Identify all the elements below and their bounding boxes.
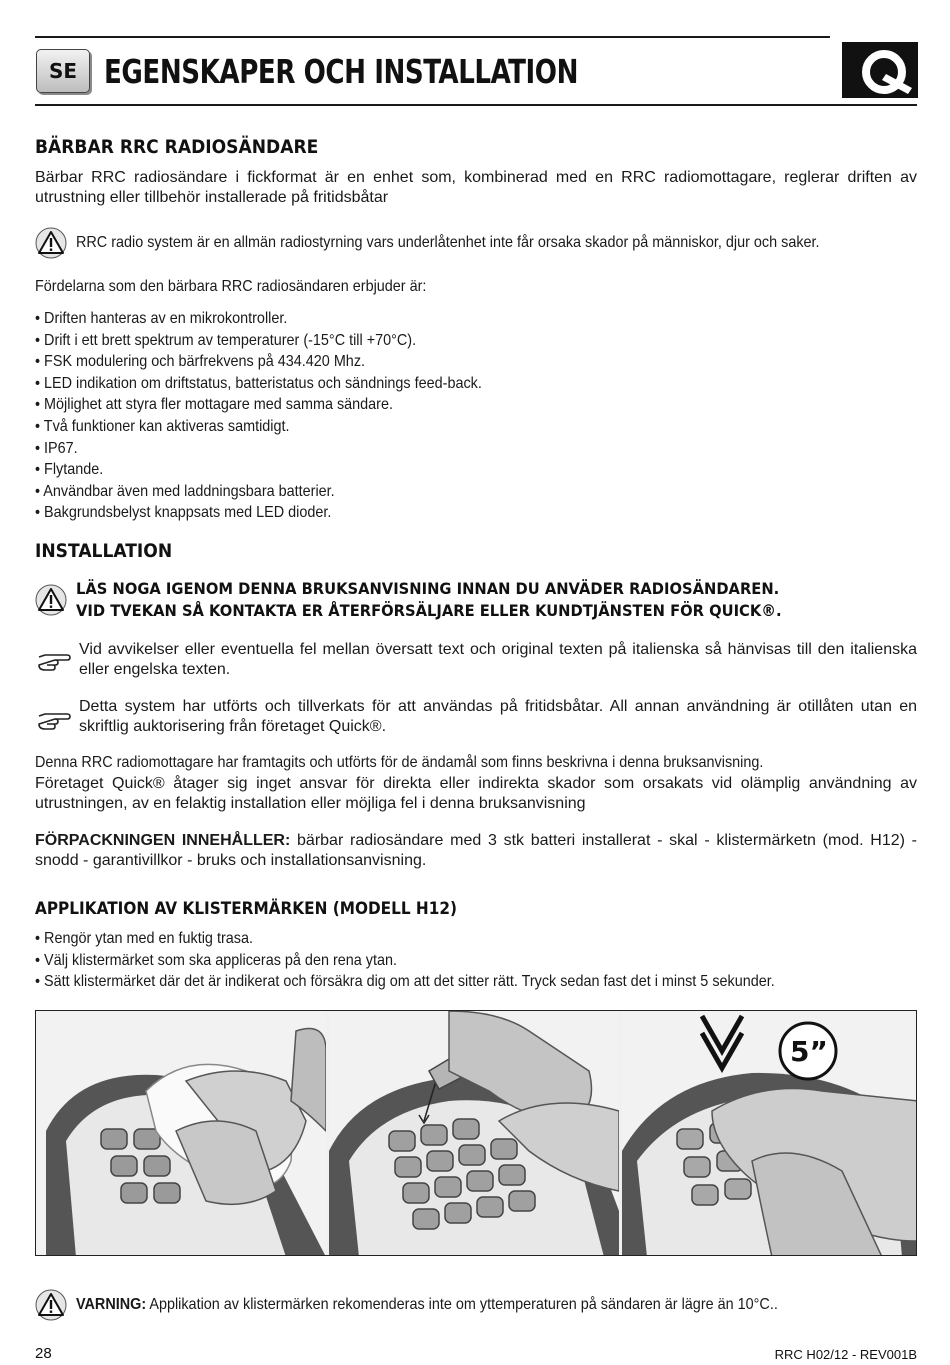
intro-paragraph: Bärbar RRC radiosändare i fickformat är en enhet som, kombinerad med en RRC radiomottagare, reglerar driften av utrustning eller tillbehör installerade på fritidsbåtar (35, 169, 917, 206)
list-item: • IP67. (35, 438, 482, 460)
translation-note: Vid avvikelser eller eventuella fel mellan översatt text och original texten på italienska så hänvisas till den italienska eller engelska texten. (79, 641, 917, 678)
list-item: • Bakgrundsbelyst knappsats med LED dioder. (35, 502, 482, 524)
list-item: • Användbar även med laddningsbara batterier. (35, 481, 482, 503)
radio-warning-text: RRC radio system är en allmän radiostyrning vars underlåtenhet inte får orsaka skador på människor, djur och saker. (76, 234, 820, 251)
sticker-application-figure (35, 1010, 917, 1256)
warning-triangle-icon (35, 227, 67, 259)
package-text: bärbar radiosändare med 3 stk batteri installerat - skal - klistermärketn (mod. H12) - snodd - garantivillkor - bruks och installationsanvisning. (35, 832, 918, 869)
pointing-hand-icon (37, 649, 71, 673)
figure-panel-placing (329, 1011, 619, 1256)
section-heading-stickers: APPLIKATION AV KLISTERMÄRKEN (MODELL H12) (35, 899, 458, 919)
figure-panel-pressing (622, 1011, 917, 1256)
features-intro: Fördelarna som den bärbara RRC radiosändaren erbjuder är: (35, 278, 427, 295)
list-item: • Välj klistermärket som ska appliceras på den rena ytan. (35, 950, 775, 972)
section-heading-transmitter: BÄRBAR RRC RADIOSÄNDARE (35, 136, 319, 158)
press-time-label: 5” (790, 1035, 828, 1068)
header-top-rule (35, 36, 830, 38)
list-item: • Driften hanteras av en mikrokontroller. (35, 308, 482, 330)
page-number: 28 (35, 1345, 52, 1362)
warning-label: VARNING: (76, 1296, 147, 1313)
purpose-paragraph-line1: Denna RRC radiomottagare har framtagits och utförts för de ändamål som finns beskrivna i denna bruksanvisning. (35, 754, 764, 771)
list-item: • Möjlighet att styra fler mottagare med samma sändare. (35, 394, 482, 416)
list-item: • LED indikation om driftstatus, batteristatus och sändnings feed-back. (35, 373, 482, 395)
pointing-hand-icon (37, 708, 71, 732)
page-title: EGENSKAPER OCH INSTALLATION (104, 52, 579, 91)
figure-panel-cleaning (36, 1011, 326, 1256)
list-item: • Drift i ett brett spektrum av temperaturer (-15°C till +70°C). (35, 330, 482, 352)
temperature-warning (76, 1295, 778, 1315)
liability-paragraph: Företaget Quick® åtager sig inget ansvar för direkta eller indirekta skador som orsakats vid olämplig användning av utrustningen, av en felaktig installation eller möjliga fel i denna bruksanvisning (35, 775, 917, 812)
header-bottom-rule (35, 104, 917, 106)
installation-warning-line2: VID TVEKAN SÅ KONTAKTA ER ÅTERFÖRSÄLJARE ELLER KUNDTJÄNSTEN FÖR QUICK®. (76, 601, 782, 620)
package-label: FÖRPACKNINGEN INNEHÅLLER: (35, 832, 291, 849)
warning-triangle-icon (35, 1289, 67, 1321)
warning-triangle-icon (35, 584, 67, 616)
usage-note: Detta system har utförts och tillverkats för att användas på fritidsbåtar. All annan användning är otillåten utan en skriftlig auktorisering från företaget Quick®. (79, 698, 917, 735)
installation-warning-line1: LÄS NOGA IGENOM DENNA BRUKSANVISNING INNAN DU ANVÄDER RADIOSÄNDAREN. (76, 579, 780, 598)
sticker-steps-list (35, 928, 857, 993)
list-item: • Rengör ytan med en fuktig trasa. (35, 928, 775, 950)
document-code: RRC H02/12 - REV001B (774, 1347, 917, 1362)
language-badge: SE (36, 49, 90, 93)
list-item: • Flytande. (35, 459, 482, 481)
list-item: • Två funktioner kan aktiveras samtidigt. (35, 416, 482, 438)
package-contents (35, 831, 917, 871)
quick-logo-icon (842, 38, 918, 98)
warning-text: Applikation av klistermärken rekomenderas inte om yttemperaturen på sändaren är lägre än 10°C.. (146, 1296, 778, 1313)
list-item: • Sätt klistermärket där det är indikerat och försäkra dig om att det sitter rätt. Tryck sedan fast det i minst 5 sekunder. (35, 971, 775, 993)
section-heading-installation: INSTALLATION (35, 540, 173, 562)
features-list (35, 308, 532, 524)
list-item: • FSK modulering och bärfrekvens på 434.420 Mhz. (35, 351, 482, 373)
